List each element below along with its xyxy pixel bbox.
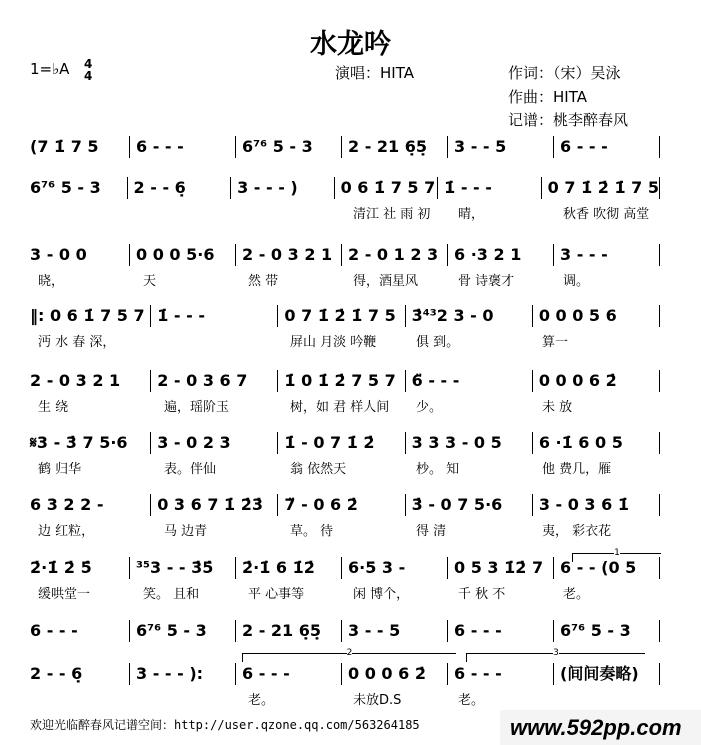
key-signature: 1=♭A (30, 60, 70, 78)
lyricist: 作词：（宋）吴泳 (508, 64, 621, 82)
staff-row (30, 305, 660, 349)
lyric: 边 红粒， (38, 524, 95, 539)
measure: 0 0 0 6 2̇ (533, 370, 660, 392)
measure: 6 - - - (448, 620, 554, 642)
lyric: 秋香 吹彻 高堂 (563, 207, 650, 222)
staff-row (30, 136, 660, 180)
measure: 0 0 0 5 6 (533, 305, 660, 327)
measure: 6 - - - (30, 620, 130, 642)
lyric: 算一 (542, 335, 569, 350)
volta-label: 2 (346, 648, 353, 658)
lyric (135, 203, 240, 221)
lyric: 调。 (563, 274, 590, 289)
lyric (555, 689, 660, 707)
notes-line (30, 663, 660, 685)
lyric: 马 边青 (164, 524, 208, 539)
measure: 3 - - 5 (342, 620, 448, 642)
measure: 6 ·1̇ 6 0 5 (533, 432, 660, 454)
notes-line (30, 370, 660, 392)
lyric: 晴， (458, 207, 485, 222)
measure: ³⁵3 - - 3̇5̇ (130, 557, 236, 579)
measure: 3 3 3 - 0 5 (406, 432, 533, 454)
measure: 6 ·3 2 1 (448, 244, 554, 266)
lyric (156, 331, 282, 349)
composer: 作曲：HITA (508, 88, 587, 106)
lyrics-line (30, 458, 660, 476)
measure: (7 1̇ 7 5 (30, 136, 130, 158)
measure: 2 - 0 3 2 1 (236, 244, 342, 266)
time-signature (84, 58, 92, 82)
measure: 0 6 1̇ 7 5 7 (335, 177, 439, 199)
lyric: 表。伴仙 (164, 462, 217, 477)
lyric: 沔 水 春 深， (38, 335, 116, 350)
measure: (间间奏略) (554, 663, 660, 685)
measure: 6⁷⁶ 5 - 3 (30, 177, 128, 199)
lyric: 千 秋 不 (458, 587, 506, 602)
measure: 1̇ 0 1̇ 2̇ 7 5 7 (278, 370, 405, 392)
watermark: www.592pp.com (500, 710, 701, 745)
measure: 3 - - 5 (448, 136, 554, 158)
notes-line (30, 244, 660, 266)
measure: 1̇ - - - (438, 177, 542, 199)
measure: 2 - - 6̣ (30, 663, 130, 685)
notes-line (30, 432, 660, 454)
measure: 0 3 6 7 1̇ 2̇3̇ (151, 494, 278, 516)
measure: 6⁷⁶ 5 - 3 (236, 136, 342, 158)
volta-3 (466, 648, 645, 662)
lyric: 得 清 (416, 524, 447, 539)
lyric: 鹤 归华 (38, 462, 82, 477)
lyric: 天 (143, 274, 157, 289)
lyric: 杪。 知 (416, 462, 460, 477)
lyric: 俱 到。 (416, 335, 460, 350)
lyrics-line (30, 331, 660, 349)
lyric (30, 646, 135, 664)
lyric: 树，如 君 样人间 (290, 400, 390, 415)
measure: 6̈ - - - (406, 370, 533, 392)
staff-row (30, 494, 660, 538)
lyric: 骨 诗褒才 (458, 274, 515, 289)
measure: 1̇ - - - (151, 305, 278, 327)
singer: 演唱：HITA (335, 64, 414, 82)
lyric: 晓， (38, 274, 65, 289)
measure: 0 7 1̇ 2̇ 1̇ 7 5 (278, 305, 405, 327)
lyric: 草。 待 (290, 524, 334, 539)
notes-line (30, 620, 660, 642)
lyrics-line (30, 689, 660, 707)
measure: 6·5 3 - (342, 557, 448, 579)
lyric: 遍，瑶阶玉 (164, 400, 230, 415)
staff-row (30, 557, 660, 601)
lyric: 老。 (458, 693, 485, 708)
measure: 0 0 0 6 2̇ (342, 663, 448, 685)
lyric: 然 带 (248, 274, 279, 289)
lyric: 屏山 月淡 吟鞭 (290, 335, 377, 350)
measure: 6 3 2 2 - (30, 494, 151, 516)
measure: 0 7 1̇ 2̇ 1̇ 7 5 (542, 177, 660, 199)
staff-row (30, 177, 660, 221)
measure: 6⁷⁶ 5 - 3 (130, 620, 236, 642)
measure: 𝄋3 - 3̇ 7 5·6 (30, 432, 151, 454)
lyrics-line (30, 203, 660, 221)
measure: 6 - - - (236, 663, 342, 685)
measure: 3 - - - (554, 244, 660, 266)
time-bottom: 4 (84, 69, 93, 83)
measure: 6 - - - (448, 663, 554, 685)
lyrics-line (30, 270, 660, 288)
volta-label: 1 (614, 548, 620, 558)
lyric: 老。 (563, 587, 590, 602)
notes-line (30, 494, 660, 516)
measure: 2̇·1̇ 6 1̇2̇ (236, 557, 342, 579)
measure: 3 - 0 0 (30, 244, 130, 266)
lyric: 生 绕 (38, 400, 69, 415)
lyric: 平 心事等 (248, 587, 305, 602)
lyric (30, 689, 135, 707)
lyrics-line (30, 520, 660, 538)
lyric: 翁 依然天 (290, 462, 347, 477)
measure: 3 - 0 2 3 (151, 432, 278, 454)
lyric: 清江 社 雨 初 (353, 207, 431, 222)
notes-line (30, 305, 660, 327)
lyric: 未放D.S (353, 693, 402, 708)
notes-line (30, 136, 660, 158)
lyric: 未 放 (542, 400, 573, 415)
volta-1 (572, 548, 661, 562)
lyric (240, 203, 345, 221)
measure: 6 - - - (130, 136, 236, 158)
transcriber: 记谱：桃李醉春风 (508, 111, 629, 129)
lyric (135, 646, 240, 664)
measure: 2̇·1̇ 2̇ 5̇ (30, 557, 130, 579)
measure: 0 5 3 1̇2̇ 7 (448, 557, 554, 579)
measure: 0 0 0 5·6 (130, 244, 236, 266)
lyrics-line (30, 396, 660, 414)
measure: 2 - - 6̣ (128, 177, 232, 199)
measure: 1̇ - 0 7 1̇ 2̇ (278, 432, 405, 454)
lyrics-line (30, 583, 660, 601)
measure: 7̈ - 0 6 2̇ (278, 494, 405, 516)
notes-line (30, 557, 660, 579)
measure: 2 - 21 6̣5̣ (236, 620, 342, 642)
lyric: 缓哄堂一 (38, 587, 91, 602)
measure: ‖: 0 6 1̇ 7 5 7 (30, 305, 151, 327)
lyric: 他 费几，雁 (542, 462, 612, 477)
staff-row (30, 244, 660, 288)
lyric (30, 203, 135, 221)
lyric: 少。 (416, 400, 443, 415)
song-title: 水龙吟 (310, 29, 391, 60)
measure: 3 - - - ): (130, 663, 236, 685)
staff-row (30, 370, 660, 414)
staff-row (30, 432, 660, 476)
lyric: 得，酒星风 (353, 274, 419, 289)
lyric: 笑。 且和 (143, 587, 200, 602)
footer-text: 欢迎光临醉春风记谱空间：http://user.qzone.qq.com/563264185 (30, 718, 420, 732)
measure: 3̇ - 0 7 5·6 (406, 494, 533, 516)
lyric (135, 689, 240, 707)
notes-line (30, 177, 660, 199)
measure: 3̇⁴³2 3 - 0 (406, 305, 533, 327)
volta-2 (242, 648, 456, 662)
staff-row (30, 663, 660, 707)
measure: 6 - - - (554, 136, 660, 158)
lyric: 老。 (248, 693, 275, 708)
lyric: 闲 博个， (353, 587, 410, 602)
measure: 6⁷⁶ 5 - 3 (554, 620, 660, 642)
lyric: 夷， 彩衣花 (542, 524, 612, 539)
time-top: 4 (84, 57, 93, 71)
measure: 2 - 21 6̣5̣ (342, 136, 448, 158)
measure: 3 - 0 3 6 1̇ (533, 494, 660, 516)
measure: 2 - 0 3 2 1 (30, 370, 151, 392)
measure: 6 - - (0 5 (554, 557, 660, 579)
measure: 2 - 0 1 2 3 (342, 244, 448, 266)
measure: 2 - 0 3 6 7 (151, 370, 278, 392)
volta-label: 3 (553, 648, 559, 658)
measure: 3 - - - ) (231, 177, 335, 199)
